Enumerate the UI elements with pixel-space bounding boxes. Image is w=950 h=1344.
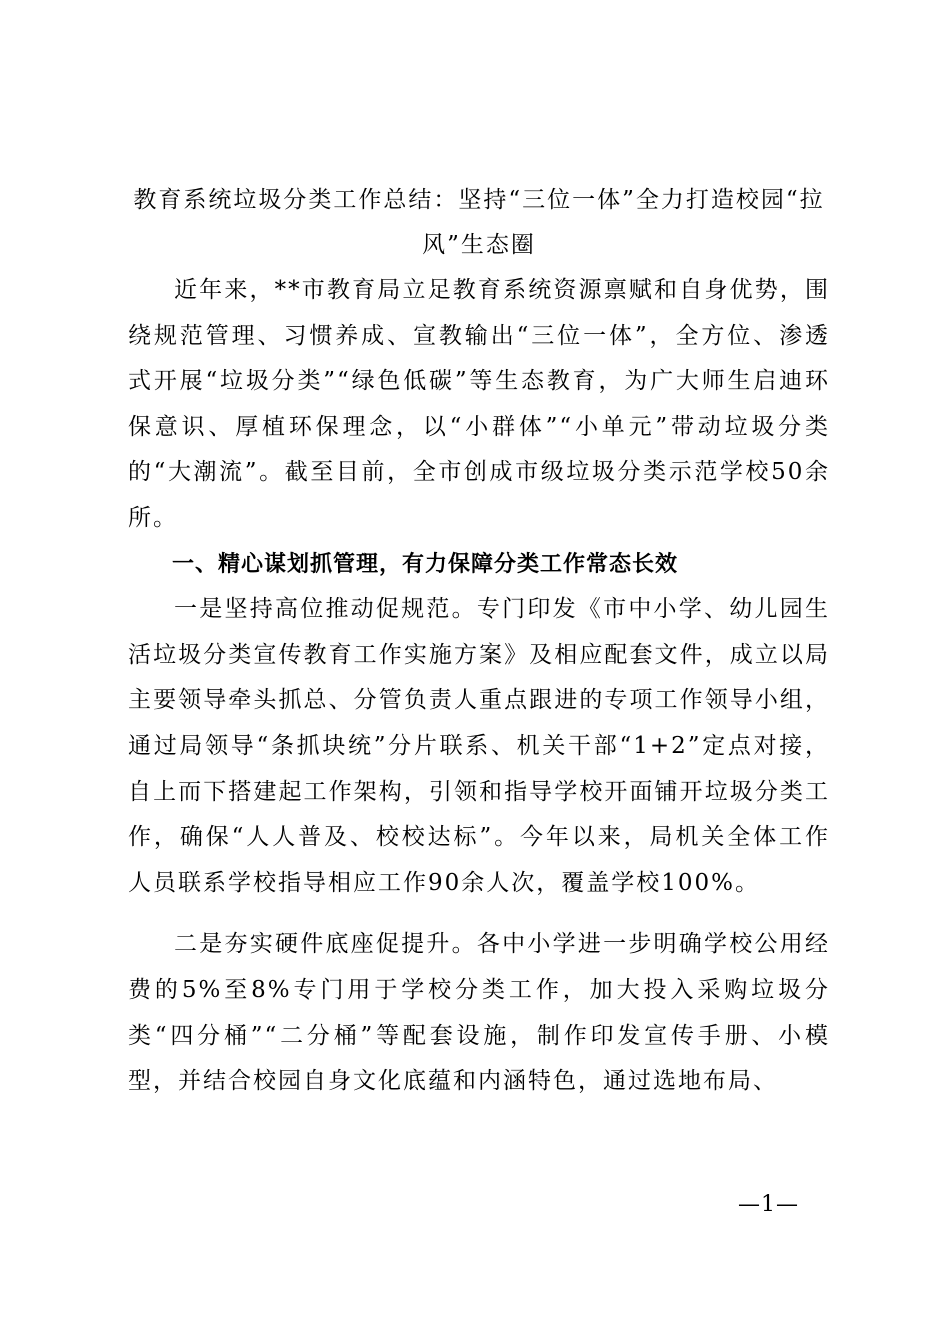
document-body <box>128 178 830 1105</box>
page-number: —1— <box>738 1192 799 1217</box>
body-paragraph-1: 一是坚持高位推动促规范。专门印发《市中小学、幼儿园生活垃圾分类宣传教育工作实施方案》及相应配套文件，成立以局主要领导牵头抓总、分管负责人重点跟进的专项工作领导小组，通过局领导“条抓块统”分片联系、机关干部“1+2”定点对接，自上而下搭建起工作架构，引领和指导学校开面铺开垃圾分类工作，确保“人人普及、校校达标”。今年以来，局机关全体工作人员联系学校指导相应工作90余人次，覆盖学校100%。 <box>128 596 830 896</box>
document-title: 教育系统垃圾分类工作总结：坚持“三位一体”全力打造校园“拉风”生态圈 <box>133 187 825 258</box>
intro-paragraph: 近年来，**市教育局立足教育系统资源禀赋和自身优势，围绕规范管理、习惯养成、宣教输出“三位一体”，全方位、渗透式开展“垃圾分类”“绿色低碳”等生态教育，为广大师生启迪环保意识、厚植环保理念，以“小群体”“小单元”带动垃圾分类的“大潮流”。截至目前，全市创成市级垃圾分类示范学校50余所。 <box>128 277 830 531</box>
section-heading-1: 一、精心谋划抓管理，有力保障分类工作常态长效 <box>172 551 679 577</box>
body-paragraph-2: 二是夯实硬件底座促提升。各中小学进一步明确学校公用经费的5%至8%专门用于学校分类工作，加大投入采购垃圾分类“四分桶”“二分桶”等配套设施，制作印发宣传手册、小模型，并结合校园自身文化底蕴和内涵特色，通过选地布局、 <box>128 931 830 1095</box>
